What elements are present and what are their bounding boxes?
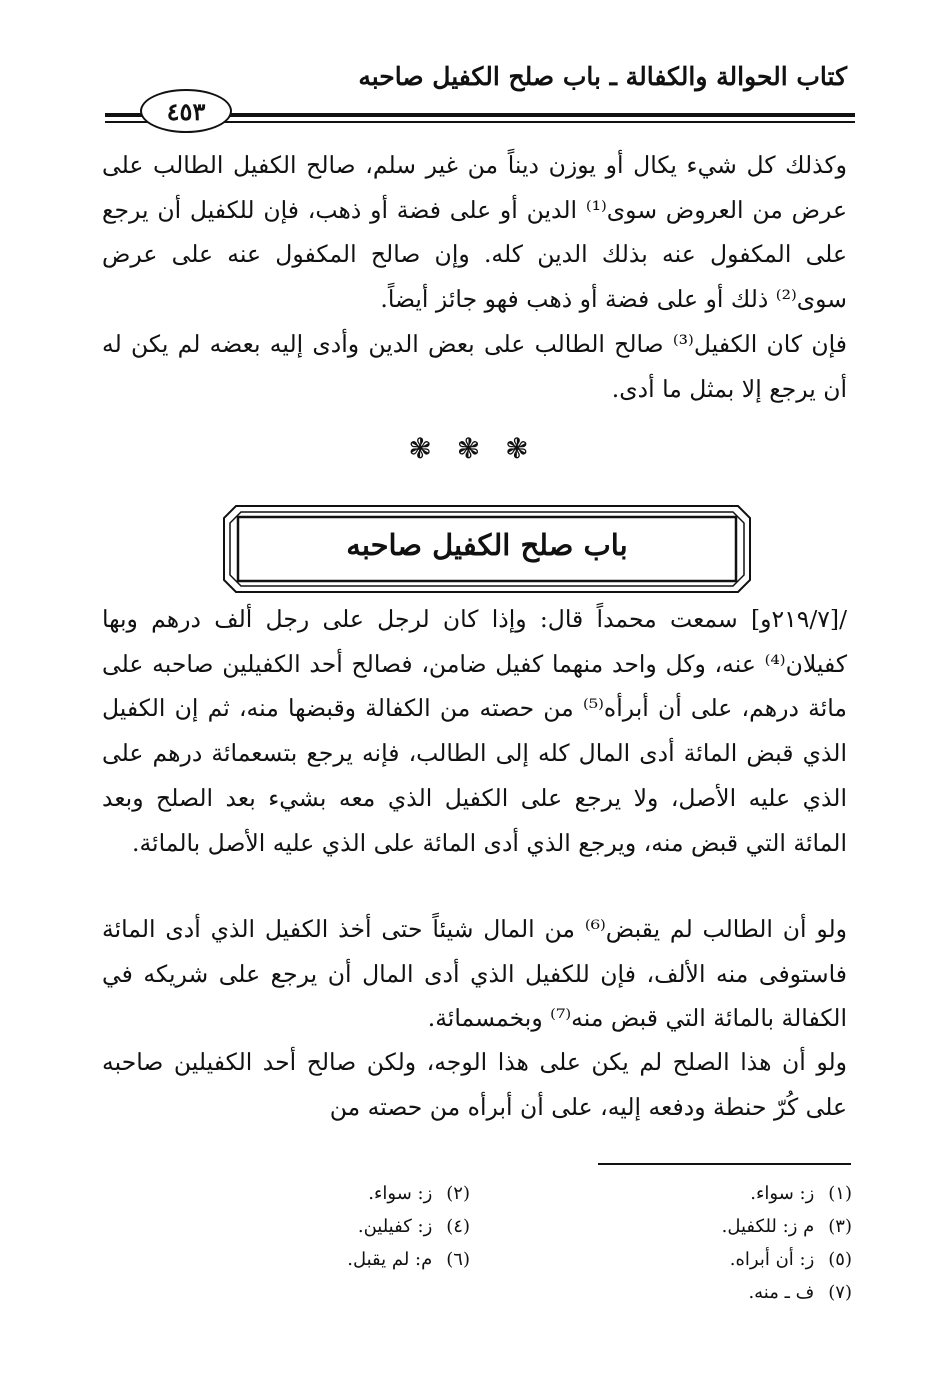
page-number: ٤٥٣ bbox=[140, 89, 232, 133]
paragraph-5: ولو أن هذا الصلح لم يكن على هذا الوجه، ولكن صالح أحد الكفيلين صاحبه على كُرّ حنطة ودفعه إليه، على أن أبرأه من حصته من bbox=[102, 1048, 847, 1121]
paragraph-3: /[٢١٩/٧و] سمعت محمداً قال: وإذا كان لرجل على رجل ألف درهم وبها كفيلان⁽⁴⁾ عنه، وكل واحد منهما كفيل ضامن، فصالح أحد الكفيلين صاحبه على مائة درهم، على أن أبرأه⁽⁵⁾ من حصته من الكفالة وقبضها منه، ثم إن الكفيل الذي قبض المائة أدى المال كله إلى الطالب، فإنه يرجع بتسعمائة درهم على الذي عليه الأصل، ولا يرجع على الكفيل الذي معه بشيء بعد الصلح وبعد المائة التي قبض منه، ويرجع الذي أدى المائة على الذي عليه الأصل بالمائة. bbox=[102, 605, 848, 857]
section-title-frame bbox=[222, 504, 752, 594]
footnote-5 bbox=[730, 1249, 852, 1270]
footnote-1 bbox=[750, 1183, 852, 1204]
section-separator: ❃ ❃ ❃ bbox=[408, 432, 537, 465]
footnote-4 bbox=[358, 1216, 470, 1237]
footnote-7 bbox=[748, 1282, 852, 1303]
footnote-3 bbox=[722, 1216, 852, 1237]
footnote-text: ز: أن أبراه. bbox=[729, 1249, 815, 1270]
footnote-text: م ز: للكفيل. bbox=[721, 1216, 815, 1237]
paragraph-2: فإن كان الكفيل⁽³⁾ صالح الطالب على بعض الدين وأدى إليه بعضه لم يكن له أن يرجع إلا بمثل ما أدى. bbox=[102, 330, 847, 403]
footnote-6 bbox=[347, 1249, 470, 1270]
footnote-number: (٣) bbox=[828, 1216, 852, 1237]
footnote-number: (٢) bbox=[446, 1183, 470, 1204]
footnote-number: (٥) bbox=[828, 1249, 852, 1270]
footnote-text: ز: سواء. bbox=[368, 1183, 433, 1204]
section-title: باب صلح الكفيل صاحبه bbox=[346, 528, 628, 562]
footnote-text: ز: كفيلين. bbox=[357, 1216, 433, 1237]
paragraph-1: وكذلك كل شيء يكال أو يوزن ديناً من غير سلم، صالح الكفيل الطالب على عرض من العروض سوى⁽¹⁾ الدين أو على فضة أو ذهب، فإن للكفيل أن يرجع على المكفول عنه بذلك الدين كله. وإن صالح المكفول عنه على عرض سوى⁽²⁾ ذلك أو على فضة أو ذهب فهو جائز أيضاً. bbox=[102, 151, 847, 314]
footnote-rule bbox=[598, 1163, 851, 1165]
footnote-text: ز: سواء. bbox=[750, 1183, 815, 1204]
footnote-number: (٤) bbox=[446, 1216, 470, 1237]
paragraph-4: ولو أن الطالب لم يقبض⁽⁶⁾ من المال شيئاً حتى أخذ الكفيل الذي أدى المائة فاستوفى منه الألف، فإن للكفيل الذي أدى المال أن يرجع على شريكه في الكفالة بالمائة التي قبض منه⁽⁷⁾ وبخمسمائة. bbox=[102, 915, 847, 1033]
footnote-text: ف ـ منه. bbox=[748, 1282, 815, 1303]
footnote-number: (٧) bbox=[828, 1282, 852, 1303]
footnote-number: (٦) bbox=[446, 1249, 470, 1270]
footnote-text: م: لم يقبل. bbox=[347, 1249, 433, 1270]
header-title: كتاب الحوالة والكفالة ـ باب صلح الكفيل صاحبه bbox=[358, 62, 847, 91]
footnote-number: (١) bbox=[828, 1183, 852, 1204]
footnote-2 bbox=[368, 1183, 470, 1204]
